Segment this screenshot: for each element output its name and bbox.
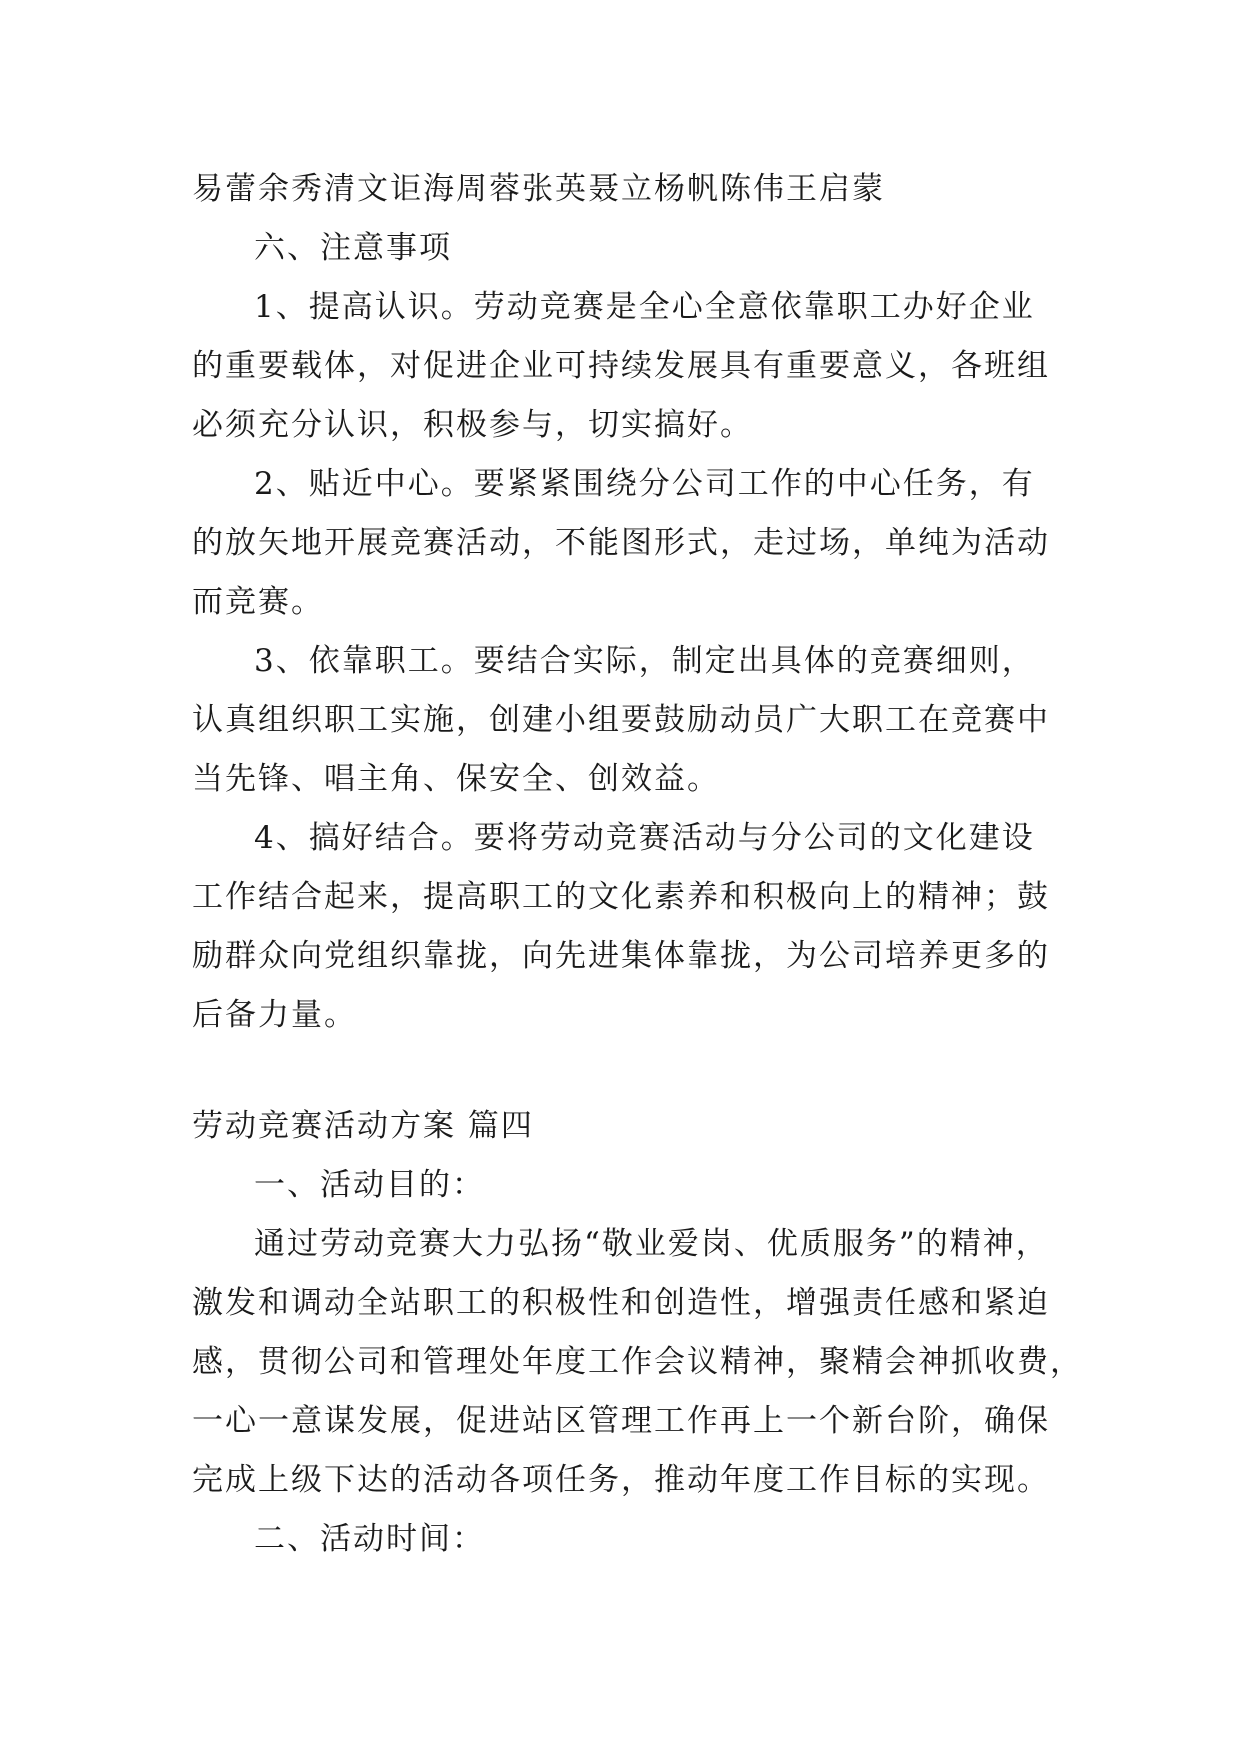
purpose-paragraph (192, 1215, 1083, 1510)
notes-item-4 (192, 809, 1062, 1045)
paragraph-line: 认真组织职工实施，创建小组要鼓励动员广大职工在竞赛中 (192, 702, 1050, 738)
notes-item-1 (192, 278, 1062, 455)
paragraph-line: 通过劳动竞赛大力弘扬“敬业爱岗、优质服务”的精神， (254, 1226, 1049, 1262)
section-gap (192, 1045, 1062, 1097)
paragraph-line: 激发和调动全站职工的积极性和创造性，增强责任感和紧迫 (192, 1285, 1050, 1321)
paragraph-line: 的重要载体，对促进企业可持续发展具有重要意义，各班组 (192, 348, 1050, 384)
notes-item-3 (192, 632, 1062, 809)
paragraph-line: 而竞赛。 (192, 584, 324, 620)
names-line: 易蕾余秀清文讵海周蓉张英聂立杨帆陈伟王启蒙 (192, 171, 885, 207)
paragraph-line: 励群众向党组织靠拢，向先进集体靠拢，为公司培养更多的 (192, 938, 1050, 974)
section-heading-purpose: 一、活动目的： (254, 1167, 485, 1203)
paragraph-line: 必须充分认识，积极参与，切实搞好。 (192, 407, 753, 443)
paragraph-line: 后备力量。 (192, 997, 357, 1033)
paragraph-line: 感，贯彻公司和管理处年度工作会议精神，聚精会神抓收费， (192, 1344, 1083, 1380)
paragraph-line: 4、搞好结合。要将劳动竞赛活动与分公司的文化建设 (254, 820, 1035, 856)
paragraph-line: 1、提高认识。劳动竞赛是全心全意依靠职工办好企业 (254, 289, 1035, 325)
document-title-part-four: 劳动竞赛活动方案 篇四 (192, 1108, 534, 1144)
section-heading-time: 二、活动时间： (254, 1521, 485, 1557)
paragraph-line: 当先锋、唱主角、保安全、创效益。 (192, 761, 720, 797)
section-heading-notes: 六、注意事项 (254, 230, 452, 266)
paragraph-line: 的放矢地开展竞赛活动，不能图形式，走过场，单纯为活动 (192, 525, 1050, 561)
paragraph-line: 完成上级下达的活动各项任务，推动年度工作目标的实现。 (192, 1462, 1050, 1498)
notes-item-2 (192, 455, 1062, 632)
paragraph-line: 2、贴近中心。要紧紧围绕分公司工作的中心任务，有 (254, 466, 1035, 502)
document-body (192, 160, 1083, 1569)
paragraph-line: 工作结合起来，提高职工的文化素养和积极向上的精神；鼓 (192, 879, 1050, 915)
paragraph-line: 一心一意谋发展，促进站区管理工作再上一个新台阶，确保 (192, 1403, 1050, 1439)
paragraph-line: 3、依靠职工。要结合实际，制定出具体的竞赛细则， (254, 643, 1035, 679)
